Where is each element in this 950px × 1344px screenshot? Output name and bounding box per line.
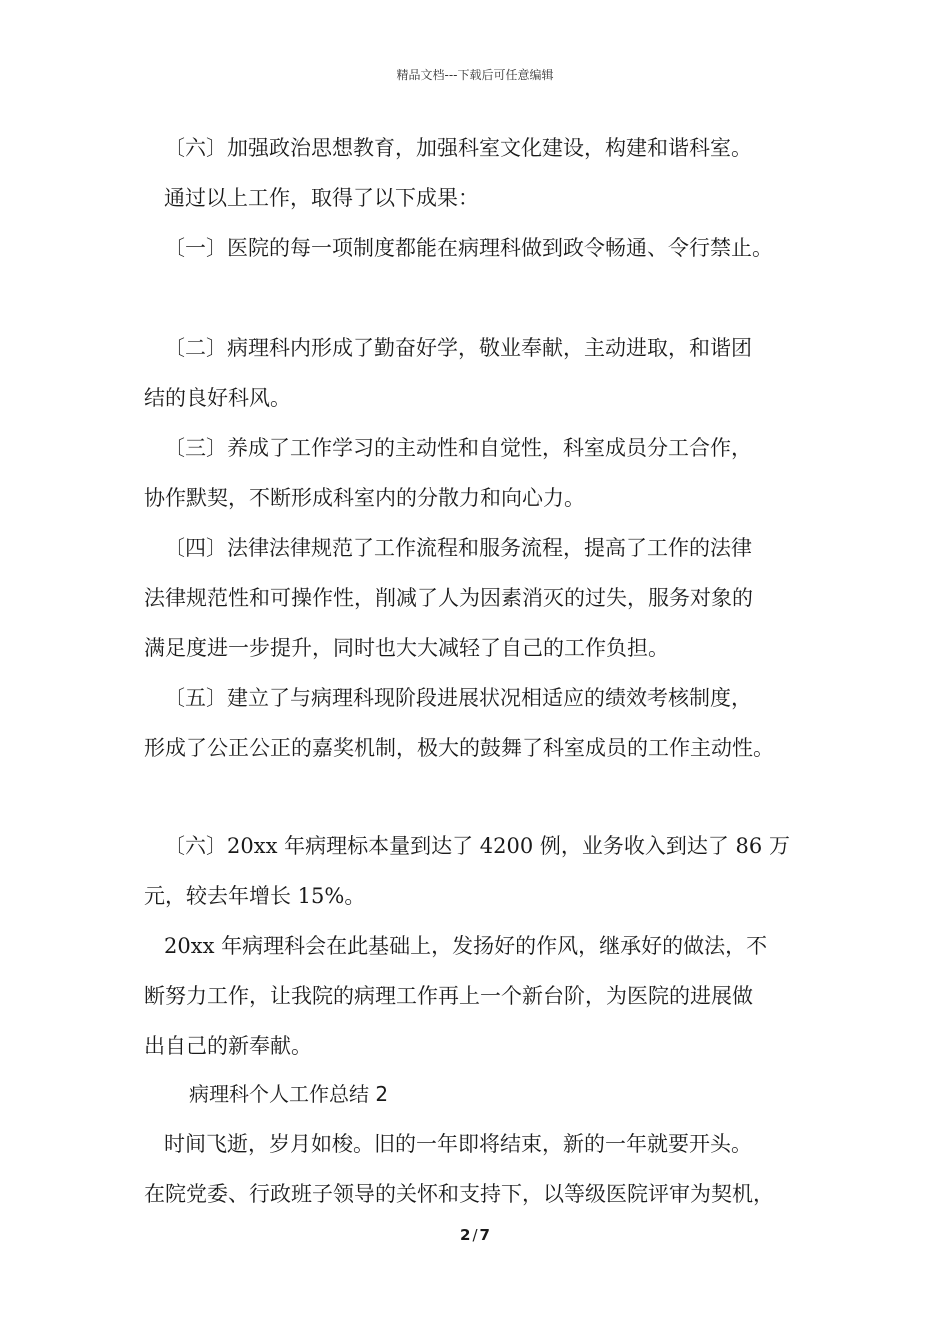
paragraph-line: 〔五〕建立了与病理科现阶段进展状况相适应的绩效考核制度，	[164, 686, 752, 710]
paragraph-line: 在院党委、行政班子领导的关怀和支持下，以等级医院评审为契机，	[144, 1182, 774, 1206]
paragraph-line: 断努力工作，让我院的病理工作再上一个新台阶，为医院的进展做	[144, 984, 753, 1008]
paragraph-line: 〔二〕病理科内形成了勤奋好学，敬业奉献，主动进取，和谐团	[164, 336, 752, 360]
page-separator: /	[472, 1226, 478, 1244]
current-page-number: 2	[460, 1226, 471, 1244]
paragraph-line: 〔三〕养成了工作学习的主动性和自觉性，科室成员分工合作，	[164, 436, 752, 460]
paragraph-line: 元，较去年增长 15%。	[144, 884, 366, 908]
total-page-count: 7	[479, 1226, 490, 1244]
paragraph-line: 协作默契，不断形成科室内的分散力和向心力。	[144, 486, 585, 510]
page-header: 精品文档---下载后可任意编辑	[396, 68, 554, 82]
paragraph-line: 法律规范性和可操作性，削减了人为因素消灭的过失，服务对象的	[144, 586, 753, 610]
section-title: 病理科个人工作总结 2	[189, 1082, 389, 1106]
paragraph-line: 〔六〕20xx 年病理标本量到达了 4200 例，业务收入到达了 86 万	[164, 834, 790, 858]
paragraph-line: 〔一〕医院的每一项制度都能在病理科做到政令畅通、令行禁止。	[164, 236, 773, 260]
page-number	[0, 1226, 950, 1244]
paragraph-line: 出自己的新奉献。	[144, 1034, 312, 1058]
paragraph-line: 〔四〕法律法律规范了工作流程和服务流程，提高了工作的法律	[164, 536, 752, 560]
paragraph-line: 通过以上工作，取得了以下成果：	[164, 186, 479, 210]
paragraph-line: 20xx 年病理科会在此基础上，发扬好的作风，继承好的做法，不	[164, 934, 768, 958]
paragraph-line: 结的良好科风。	[144, 386, 291, 410]
paragraph-line: 时间飞逝，岁月如梭。旧的一年即将结束，新的一年就要开头。	[164, 1132, 752, 1156]
paragraph-line: 形成了公正公正的嘉奖机制，极大的鼓舞了科室成员的工作主动性。	[144, 736, 774, 760]
paragraph-line: 〔六〕加强政治思想教育，加强科室文化建设，构建和谐科室。	[164, 136, 752, 160]
paragraph-line: 满足度进一步提升，同时也大大减轻了自己的工作负担。	[144, 636, 669, 660]
